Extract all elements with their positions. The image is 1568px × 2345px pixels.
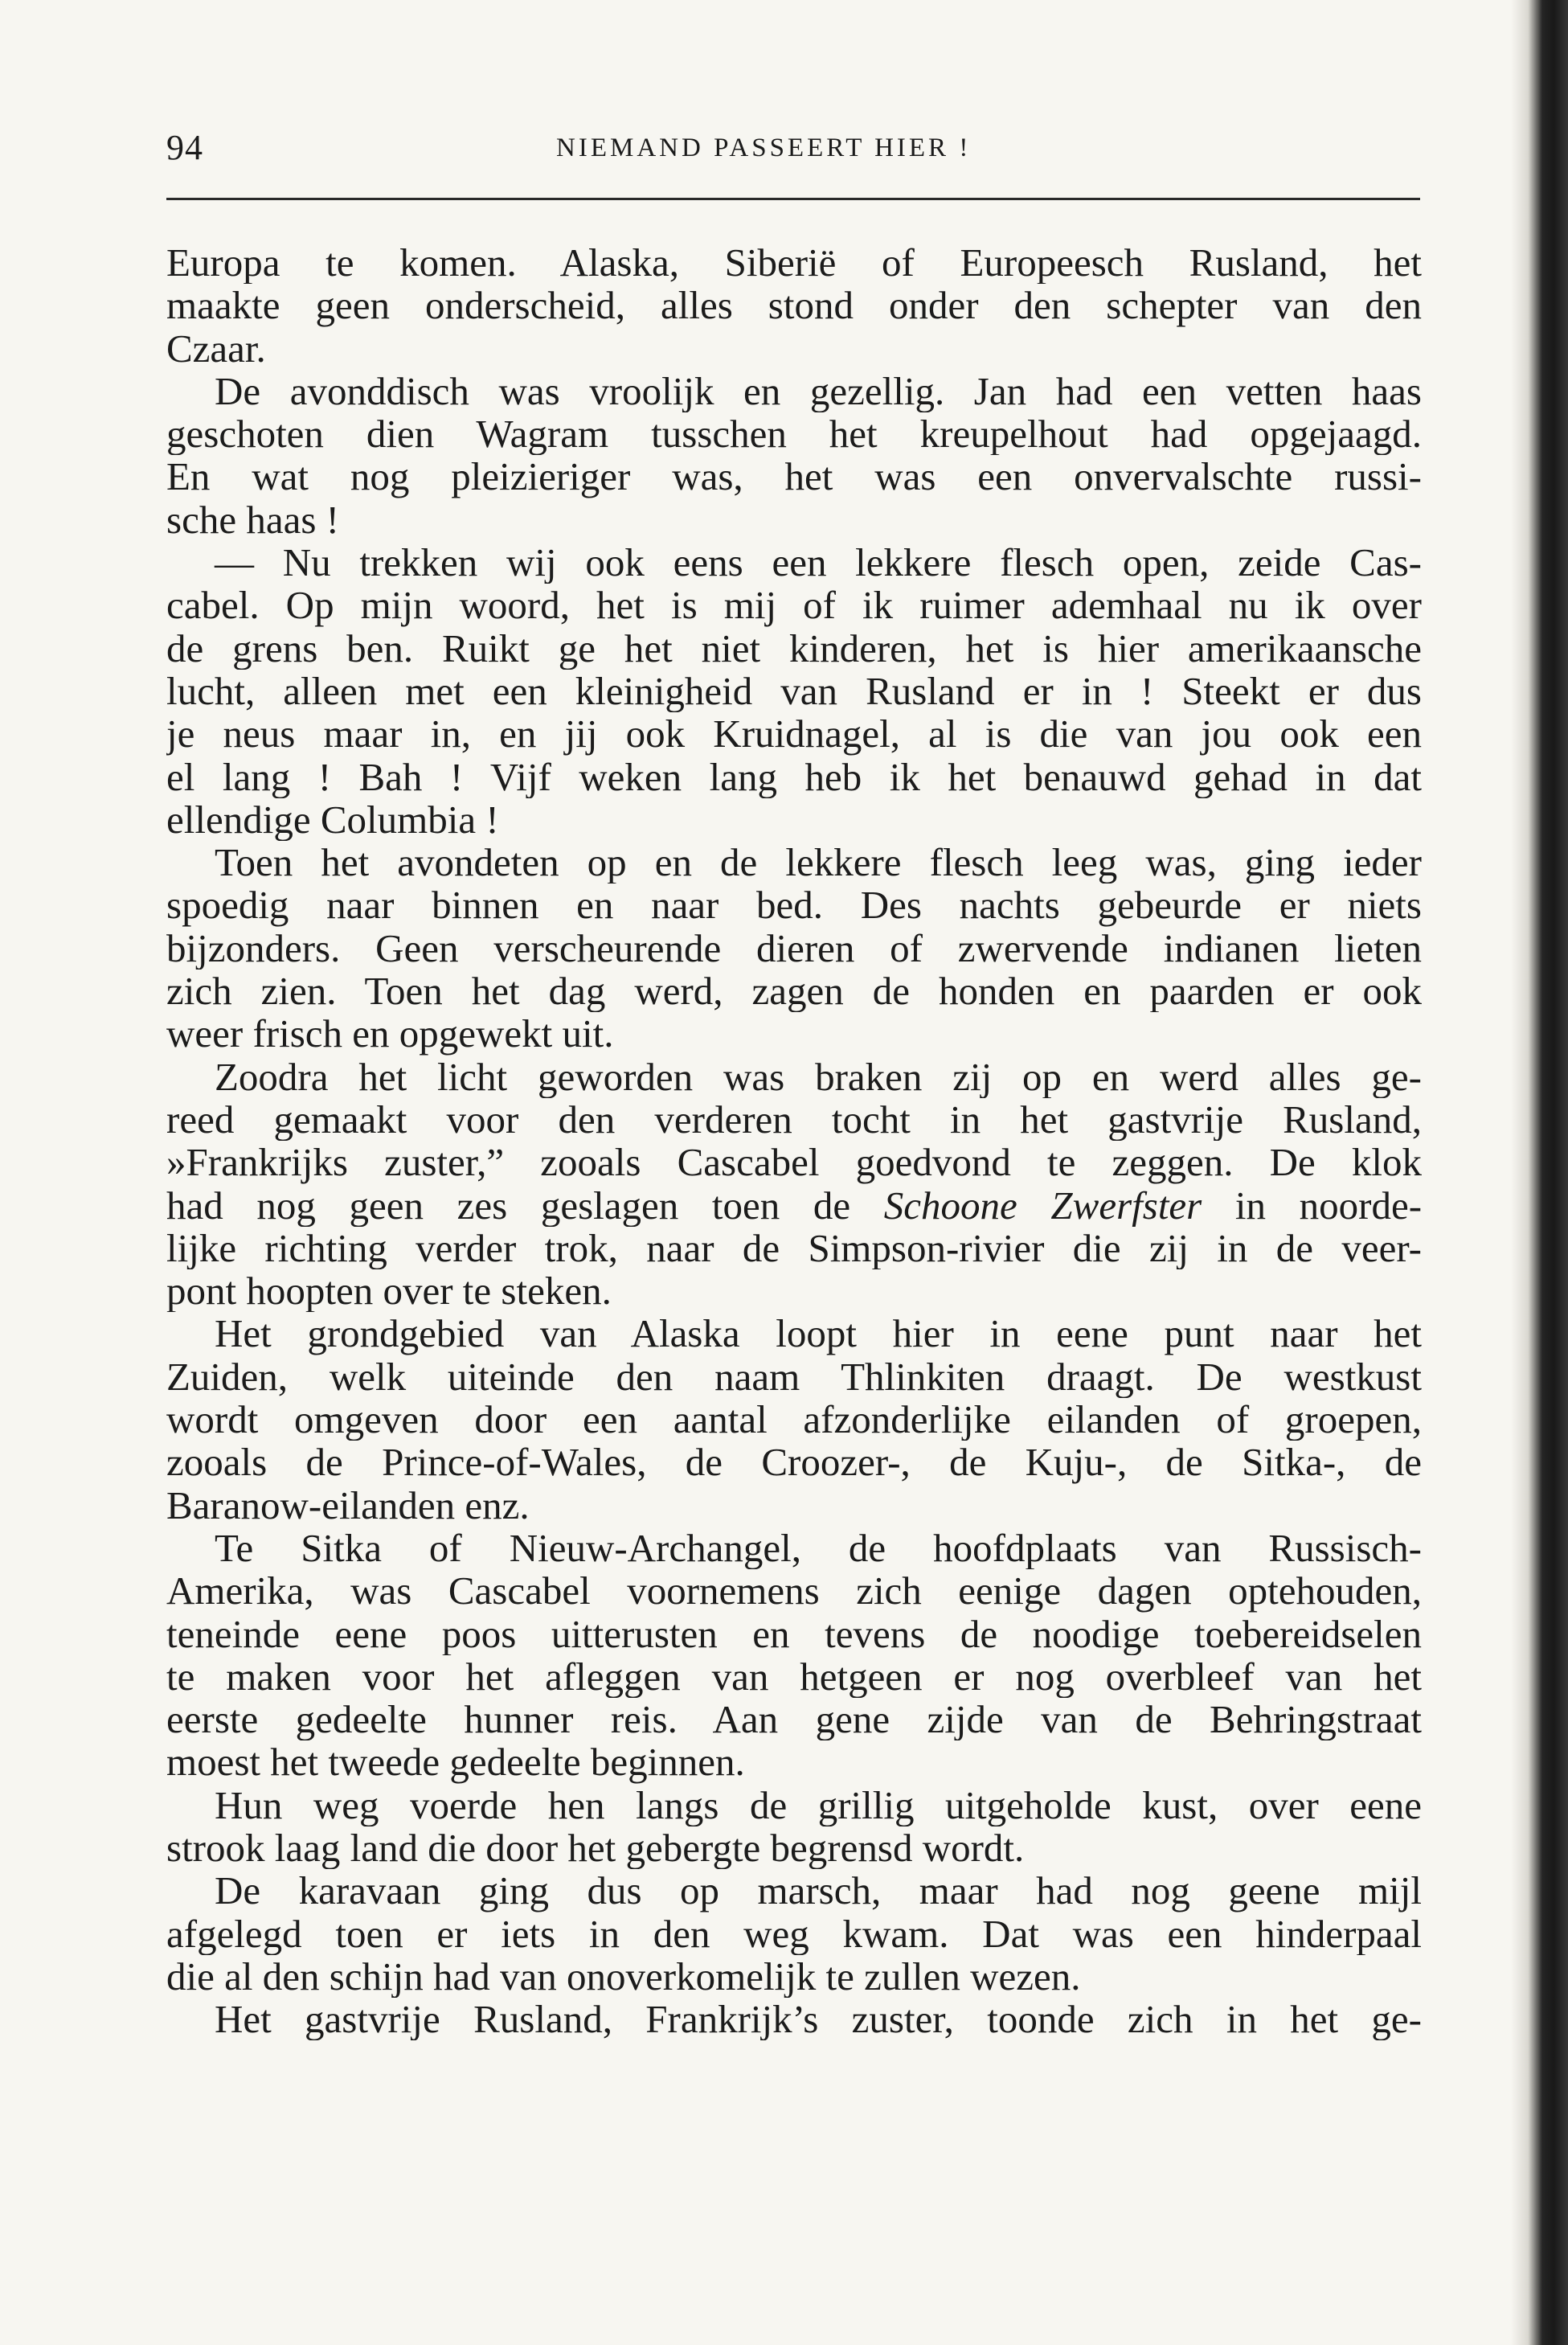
scan-edge-shadow <box>1511 0 1568 2345</box>
text-line: afgelegd toen er iets in den weg kwam. Dat was een hinderpaal <box>166 1912 1422 1955</box>
running-title: NIEMAND PASSEERT HIER ! <box>556 133 972 162</box>
text-line: Te Sitka of Nieuw-Archangel, de hoofdplaats van Russisch- <box>215 1526 1422 1570</box>
text-line: bijzonders. Geen verscheurende dieren of zwervende indianen lieten <box>166 926 1422 970</box>
text-line: zich zien. Toen het dag werd, zagen de honden en paarden er ook <box>166 970 1422 1013</box>
text-line: De karavaan ging dus op marsch, maar had nog geene mijl <box>215 1869 1422 1912</box>
text-line: je neus maar in, en jij ook Kruidnagel, al is die van jou ook een <box>166 712 1422 756</box>
text-line: Hun weg voerde hen langs de grillig uitgeholde kust, over eene <box>215 1783 1422 1826</box>
text-line: te maken voor het afleggen van hetgeen er nog overbleef van het <box>166 1654 1422 1699</box>
text-line: eerste gedeelte hunner reis. Aan gene zijde van de Behringstraat <box>166 1698 1422 1741</box>
text-line: reed gemaakt voor den verderen tocht in het gastvrije Rusland, <box>166 1097 1422 1142</box>
text-line: ellendige Columbia ! <box>166 797 499 842</box>
text-line: moest het tweede gedeelte beginnen. <box>166 1740 745 1784</box>
body-text <box>166 241 1422 2040</box>
text-line: Het gastvrije Rusland, Frankrijk’s zuster, toonde zich in het ge- <box>215 1998 1422 2041</box>
text-line: spoedig naar binnen en naar bed. Des nachts gebeurde er niets <box>166 883 1422 927</box>
text-line: lijke richting verder trok, naar de Simpson-rivier die zij in de veer- <box>166 1226 1422 1270</box>
text-line: cabel. Op mijn woord, het is mij of ik ruimer ademhaal nu ik over <box>166 584 1422 627</box>
text-line: »Frankrijks zuster,” zooals Cascabel goedvond te zeggen. De klok <box>166 1141 1422 1184</box>
line-end: in noorde- <box>1234 1183 1422 1227</box>
text-line: sche haas ! <box>166 498 339 542</box>
text-line: Het grondgebied van Alaska loopt hier in eene punt naar het <box>215 1312 1422 1355</box>
text-line: Czaar. <box>166 326 266 370</box>
text-line: Europa te komen. Alaska, Siberië of Europeesch Rusland, het <box>166 241 1422 285</box>
page-header <box>166 127 1420 183</box>
page-number: 94 <box>166 128 203 167</box>
text-line: maakte geen onderscheid, alles stond onder den schepter van den <box>166 284 1422 327</box>
text-line: zooals de Prince-of-Wales, de Croozer-, de Kuju-, de Sitka-, de <box>166 1441 1422 1484</box>
line-start: had nog geen zes geslagen toen de <box>166 1183 851 1227</box>
text-line: lucht, alleen met een kleinigheid van Rusland er in ! Steekt er dus <box>166 669 1422 713</box>
text-line: Zoodra het licht geworden was braken zij op en werd alles ge- <box>215 1055 1422 1098</box>
text-line: Amerika, was Cascabel voornemens zich eenige dagen optehouden, <box>166 1569 1422 1613</box>
text-line: Zuiden, welk uiteinde den naam Thlinkiten draagt. De westkust <box>166 1355 1422 1399</box>
header-rule <box>166 198 1420 200</box>
text-line: Toen het avondeten op en de lekkere flesch leeg was, ging ieder <box>215 841 1422 884</box>
text-line: die al den schijn had van onoverkomelijk te zullen wezen. <box>166 1954 1081 1999</box>
text-line: Baranow-eilanden enz. <box>166 1483 530 1527</box>
text-line: De avonddisch was vroolijk en gezellig. Jan had een vetten haas <box>215 369 1422 413</box>
text-line: weer frisch en opgewekt uit. <box>166 1012 614 1056</box>
text-line: — Nu trekken wij ook eens een lekkere flesch open, zeide Cas- <box>215 541 1422 584</box>
italic-title: Schoone Zwerfster <box>883 1183 1202 1227</box>
text-line: el lang ! Bah ! Vijf weken lang heb ik het benauwd gehad in dat <box>166 755 1422 798</box>
text-line: de grens ben. Ruikt ge het niet kinderen, het is hier amerikaansche <box>166 626 1422 670</box>
text-line: pont hoopten over te steken. <box>166 1269 612 1313</box>
text-line: wordt omgeven door een aantal afzonderlijke eilanden of groepen, <box>166 1398 1422 1441</box>
text-line: geschoten dien Wagram tusschen het kreupelhout had opgejaagd. <box>166 412 1422 456</box>
text-line: En wat nog pleizieriger was, het was een onvervalschte russi- <box>166 455 1422 498</box>
text-line-with-italic <box>166 1184 1422 1227</box>
text-line: strook laag land die door het gebergte begrensd wordt. <box>166 1826 1025 1870</box>
text-line: teneinde eene poos uitterusten en tevens de noodige toebereidselen <box>166 1612 1422 1655</box>
